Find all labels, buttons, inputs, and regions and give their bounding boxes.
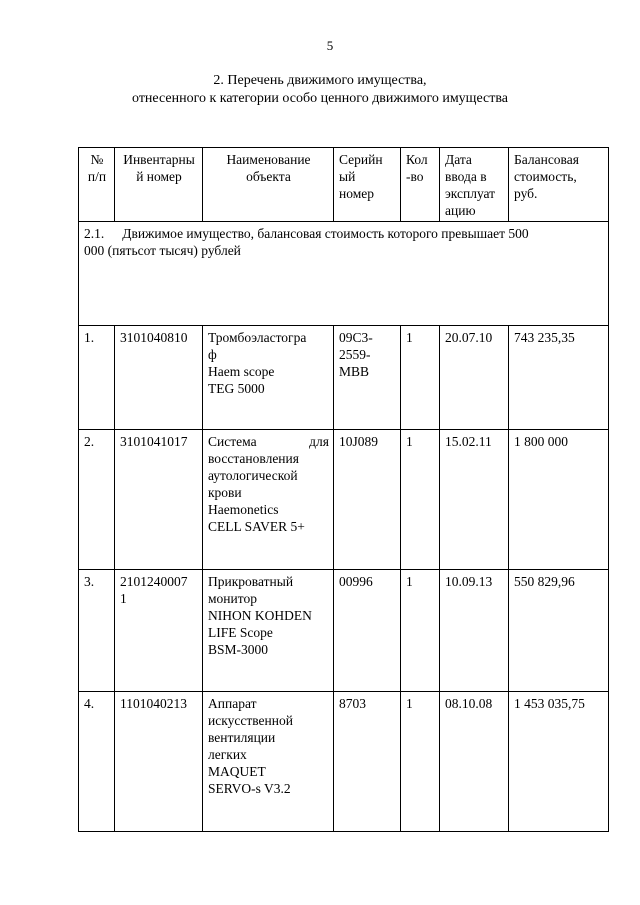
section-text-1: Движимое имущество, балансовая стоимость которого превышает 500 [122,226,529,241]
header-date: Дата ввода в эксплуат ацию [440,148,509,222]
page-number: 5 [326,38,334,53]
cell-num: 1. [79,326,115,430]
cell-inventory: 2101240007 1 [115,570,203,692]
cell-name: Аппарат искусственной вентиляции легких MAQUET SERVO-s V3.2 [203,692,334,832]
cell-inventory: 3101041017 [115,430,203,570]
cell-date: 10.09.13 [440,570,509,692]
table-row [79,430,609,570]
header-qty: Кол -во [401,148,440,222]
cell-cost: 1 453 035,75 [509,692,609,832]
table-row [79,326,609,430]
header-name: Наименование объекта [203,148,334,222]
document-title [0,72,640,108]
cell-date: 08.10.08 [440,692,509,832]
cell-date: 20.07.10 [440,326,509,430]
section-heading [79,222,609,326]
header-cost: Балансовая стоимость, руб. [509,148,609,222]
cell-serial: 10J089 [334,430,401,570]
header-num: № п/п [79,148,115,222]
cell-cost: 1 800 000 [509,430,609,570]
cell-inventory: 3101040810 [115,326,203,430]
property-table [78,147,609,832]
section-text-2: 000 (пятьсот тысяч) рублей [84,243,241,258]
cell-num: 3. [79,570,115,692]
table-row [79,692,609,832]
cell-name: Прикроватный монитор NIHON KOHDEN LIFE Scope BSM-3000 [203,570,334,692]
section-number: 2.1. [84,226,105,241]
cell-num: 4. [79,692,115,832]
table-header-row [79,148,609,222]
cell-serial: 09C3- 2559- MBB [334,326,401,430]
section-row [79,222,609,326]
title-line-1: 2. Перечень движимого имущества, [213,73,427,88]
title-line-2: отнесенного к категории особо ценного движимого имущества [132,91,508,106]
cell-qty: 1 [401,430,440,570]
table-row [79,570,609,692]
cell-num: 2. [79,430,115,570]
cell-cost: 550 829,96 [509,570,609,692]
header-inventory: Инвентарны й номер [115,148,203,222]
cell-qty: 1 [401,326,440,430]
cell-name: Тромбоэластогра ф Haem scope TEG 5000 [203,326,334,430]
cell-name: Система для восстановления аутологической крови Haemonetics CELL SAVER 5+ [203,430,334,570]
cell-serial: 00996 [334,570,401,692]
cell-serial: 8703 [334,692,401,832]
cell-qty: 1 [401,692,440,832]
cell-inventory: 1101040213 [115,692,203,832]
cell-qty: 1 [401,570,440,692]
cell-cost: 743 235,35 [509,326,609,430]
cell-date: 15.02.11 [440,430,509,570]
header-serial: Серийн ый номер [334,148,401,222]
